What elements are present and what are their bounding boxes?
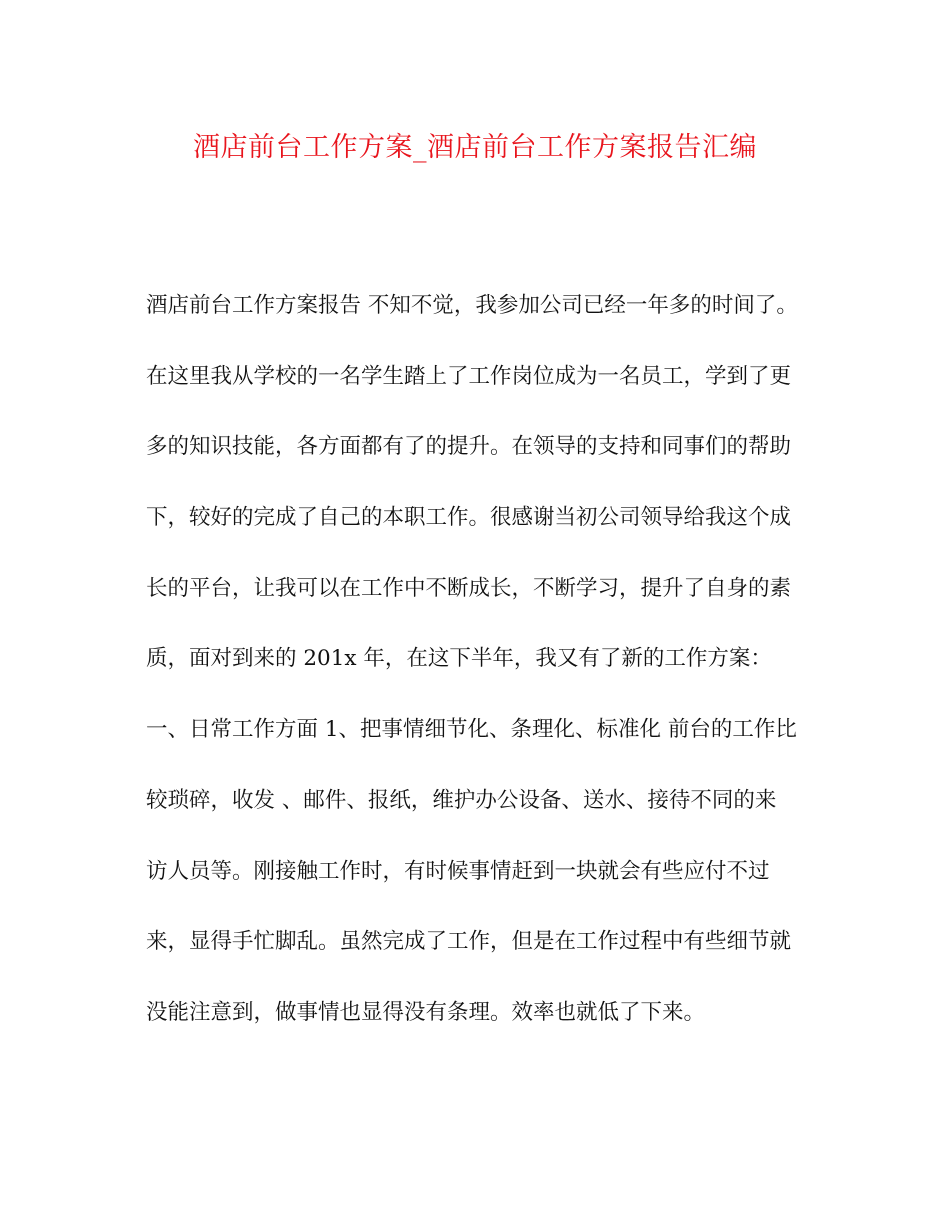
body-line: 酒店前台工作方案报告 不知不觉，我参加公司已经一年多的时间了。 (146, 293, 798, 318)
body-line: 长的平台，让我可以在工作中不断成长，不断学习，提升了自身的素 (146, 575, 792, 601)
document-title: 酒店前台工作方案_酒店前台工作方案报告汇编 (193, 132, 757, 163)
body-line: 来，显得手忙脚乱。虽然完成了工作，但是在工作过程中有些细节就 (146, 929, 792, 955)
body-line: 在这里我从学校的一名学生踏上了工作岗位成为一名员工，学到了更 (146, 363, 792, 389)
body-line: 较琐碎，收发 、邮件、报纸，维护办公设备、送水、接待不同的来 (146, 787, 777, 813)
body-line: 多的知识技能，各方面都有了的提升。在领导的支持和同事们的帮助 (146, 434, 792, 460)
body-line: 一、日常工作方面 1、把事情细节化、条理化、标准化 前台的工作比 (146, 717, 797, 743)
body-line: 质，面对到来的 201x 年，在这下半年，我又有了新的工作方案： (146, 646, 772, 672)
body-line: 没能注意到，做事情也显得没有条理。效率也就低了下来。 (146, 999, 706, 1025)
body-line: 下，较好的完成了自己的本职工作。很感谢当初公司领导给我这个成 (146, 505, 792, 531)
body-line: 访人员等。刚接触工作时，有时候事情赶到一块就会有些应付不过 (146, 858, 770, 884)
document-body (146, 283, 806, 1061)
